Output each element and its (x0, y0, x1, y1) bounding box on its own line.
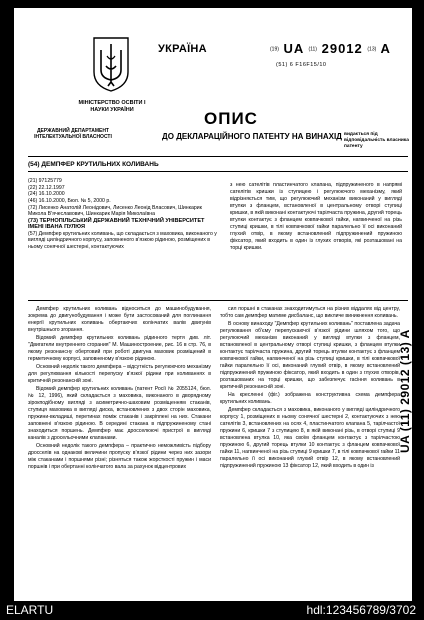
ministry-name: МІНІСТЕРСТВО ОСВІТИ І НАУКИ УКРАЇНИ (78, 100, 146, 113)
patent-number: 29012 (321, 41, 363, 56)
country-name: УКРАЇНА (158, 43, 207, 55)
biblio-item: (21) 97125779 (28, 178, 62, 184)
document-title: ОПИС (204, 109, 258, 128)
country-code: UA (283, 41, 304, 56)
divider (28, 156, 408, 157)
viewer-footer (0, 601, 424, 620)
description-column-left (28, 306, 211, 472)
paragraph: Основний недолік такого демпфера – відсутність регулюючого механізму для регулювання кількості перепуску вʼязкої рідини при коливаннях в критичній резонансній зоні. (28, 364, 211, 384)
department-name: ДЕРЖАВНИЙ ДЕПАРТАМЕНТ ІНТЕЛЕКТУАЛЬНОЇ ВЛАСНОСТІ (34, 128, 112, 141)
trident-coat-of-arms-icon (92, 36, 130, 92)
description-column-right (220, 306, 400, 471)
biblio-item: (73) ТЕРНОПІЛЬСЬКИЙ ДЕРЖАВНИЙ ТЕХНІЧНИЙ УНІВЕРСИТЕТ ІМЕНІ ІВАНА ПУЛЮЯ (28, 217, 205, 231)
paragraph: Демпфер крутильних коливань відноситься до машинобудування, зокрема до двигунобудування і може бути застосований для поглинання енергії крутильних коливань обертаючих колінчатих валів двигунів внутрішнього згорання. (28, 306, 211, 333)
bibliographic-data (28, 178, 220, 251)
divider (28, 171, 408, 172)
handle-id: hdl:123456789/3702 (306, 603, 416, 617)
ipc-class: (51) 6 F16F15/10 (276, 62, 327, 68)
code-label-19: (19) (270, 46, 279, 53)
patent-kind: A (380, 41, 391, 56)
paragraph: Відомий демпфер крутильних коливань рідинного тертя див. літ. "Двигатели внутреннего сгорания" М. Машиностроение, рис. 16 в стр. 76, в якому резонансну обертовий при роботі двигуна маховик розміщений в герметичному корпусі, заповненому вʼязкою рідиною. (28, 335, 211, 362)
biblio-item: (24) 16.10.2000 (28, 191, 65, 198)
document-subtitle: ДО ДЕКЛАРАЦІЙНОГО ПАТЕНТУ НА ВИНАХІД (162, 132, 342, 141)
responsibility-note: видається під відповідальність власника патенту (344, 132, 409, 149)
code-label-13: (13) (367, 46, 377, 53)
biblio-item: (57) Демпфер крутильних коливань, що складається з маховика, виконаного у вигляді циліндричного корпусу, заповненого вʼязкою рідиною, розміщених в ньому сонячної шестерні, контактуючих (28, 231, 217, 250)
abstract-continuation (230, 182, 402, 252)
repository-name: ELARTU (6, 603, 54, 617)
invention-title: (54) ДЕМПФЕР КРУТИЛЬНИХ КОЛИВАНЬ (28, 161, 159, 168)
code-label-11: (11) (308, 46, 317, 53)
paragraph: В основу винаходу "Демпфер крутильних коливань" поставлена задача регулювання об'єму перепускаючої вʼязкої рідини шляхом того, що регулюючий механізм виконаний у вигляді втулки з фланцем, встановленої в центральному отворі ступиці кришки, з фланцем втулки контактує тарілчаста пружина, другий торець втулки контактує з фланцем ковпачкової гайки, нагвинченої на різь ступиці кришки, в тілі ковпачкової гайки паралельно її осі, виконаний глухий отвір, в якому встановлений підпружинений пружиною фіксатор, який входить в один з глухих отворів, розташованих на торці кришки, що забезпечує гасіння коливань в критичній резонансній зоні. (220, 321, 400, 390)
paragraph: Відомий демпфер крутильних коливань (патент Росії № 2055124, бюл. № 12, 1996), який складається з маховика, виконаного в дворядному зірокподібному вигляді з асиметрично-шаховим розміщенням стаканів, ступиця маховика в вигляді диска, встановлених з двох сторін маховика, пружини-вкладиші, перетинах поміж стаканів і закріплені на них. Стакани заповнені вʼязкою рідиною. В середині стакана в підпружиненому стані знаходиться поршень. Демпфер має дросселюючі пристрої в вигляді каналів з дросельочними клапанами. (28, 386, 211, 441)
biblio-item: (72) Лисенко Анатолій Леонідович, Лисенко Леонід Власович, Шинкарик Микола Вʼячеславович, Шинкарик Марія Миколаївна (28, 204, 202, 218)
paragraph: Демпфер складається з маховика, виконаного у вигляді циліндричного корпусу 1, розміщених в ньому сонячної шестерні 2, контактуючих з нею сателітів 3, встановлених на осях 4, пластинчатого клапана 5, тарілчастої пружини 6, кришки 7 з ступицею 8, в якій виконані різь, в отворі ступиці 9 встановлена втулка 10, яка своїм фланцем контактує з тарілчастою пружиною 6, другий торець втулки 10 контактує з фланцем ковпачкової гайки 11, нагвинченої на різь ступиці 9 кришки 7, в тілі ковпачкової гайки 11 паралельно її осі виконаний глухий отвір 12, в якому встановлений підпружинений пружиною 13 фіксатор 12, який входить в один із (220, 407, 400, 469)
paragraph: Основний недолік такого демпфера – практично неможливість підбору дросселів на однакові величини пропуску вʼязкої рідини через них зазори між стаканами і поршнями різні; різняться також жорсткості пружин і маси поршнів і при обертанні колінчатого вала за рахунок відцентрових (28, 443, 211, 470)
biblio-item: (22) 22.12.1997 (28, 184, 65, 191)
patent-number-sidebar (397, 329, 412, 458)
sidebar-text: UA (11) 29012 (13) A (398, 329, 412, 453)
biblio-item: (46) 16.10.2000, Бюл. № 5, 2000 р. (28, 198, 111, 205)
paragraph: На кресленні (фіг.) зображена конструктивна схема демпфера крутильних коливань. (220, 392, 400, 405)
divider (28, 300, 408, 301)
patent-number-line (270, 41, 391, 56)
paragraph: сил поршні в стаканах знаходитимуться на різних віддалях від центру, тобто сам демпфер матиме дисбаланс, що викличе виникнення коливань. (220, 306, 400, 319)
patent-page (14, 8, 412, 601)
abstract-text: з нею сателітів пластинчатого клапана, підпружиненого в напрямі сателітів кришки із ступицею і регулюючого механізму, який відрізняється тим, що регулюючий механізм виконаний у вигляді втулки з фланцем, встановленої в центральному отворі ступиці кришки, в якій виконані контактуючі тарілчаста пружина, другий торець втулки контактує з фланцем ковпачкової гайки, нагвинченої на різь ступиці кришки, в тілі ковпачкової гайки паралельно її осі виконаний глухий отвір, в якому встановлений підпружинений пружиною фіксатор, який входить в один із глухих отворів, які розташовані на торці кришки. (230, 182, 402, 251)
